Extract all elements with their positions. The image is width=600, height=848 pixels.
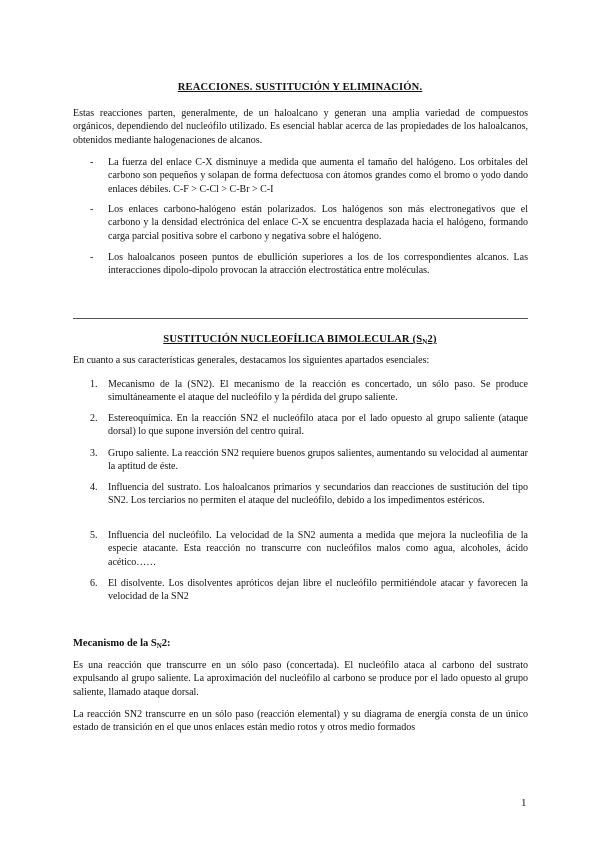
mechanism-heading (73, 638, 171, 649)
section-title-main: SUSTITUCIÓN NUCLEOFÍLICA BIMOLECULAR (S (163, 334, 423, 345)
section-title-end: 2) (427, 334, 437, 345)
section-title-sn2 (0, 334, 600, 345)
mechanism-paragraph-1: Es una reacción que transcurre en un sólo paso (concertada). El nucleófilo ataca al carbono del sustrato expulsando al grupo saliente. La aproximación del nucleófilo al carbono se produce por el lado opuesto al grupo saliente, llamado ataque dorsal. (73, 660, 528, 698)
list-number: 2. (90, 413, 98, 424)
list-number: 4. (90, 482, 98, 493)
list-item: El disolvente. Los disolventes apróticos dejan libre el nucleófilo permitiéndole atacar y favorecen la velocidad de la SN2 (108, 578, 528, 603)
bullet-item: La fuerza del enlace C-X disminuye a medida que aumenta el tamaño del halógeno. Los orbitales del carbono son pequeños y solapan de forma defectuosa con átomos grandes como el bromo o yodo dando enlaces débiles. C-F > C-Cl > C-Br > C-I (108, 157, 528, 195)
mechanism-heading-main: Mecanismo de la S (73, 638, 157, 649)
list-number: 5. (90, 530, 98, 541)
list-item: Mecanismo de la (SN2). El mecanismo de la reacción es concertado, un sólo paso. Se produce simultáneamente el ataque del nucleófilo y la pérdida del grupo saliente. (108, 379, 528, 404)
bullet-item: Los haloalcanos poseen puntos de ebullición superiores a los de los correspondientes alcanos. Las interacciones dipolo-dipolo provocan la atracción electrostática entre moléculas. (108, 252, 528, 277)
bullet-item: Los enlaces carbono-halógeno están polarizados. Los halógenos son más electronegativos que el carbono y la densidad electrónica del enlace C-X se encuentra desplazada hacia el halógeno, formando carga parcial positiva sobre el carbono y negativa sobre el halógeno. (108, 204, 528, 242)
intro-paragraph: Estas reacciones parten, generalmente, de un haloalcano y generan una amplia variedad de compuestos orgánicos, dependiendo del nucleófilo utilizado. Es esencial hablar acerca de las propiedades de los haloalcanos, obtenidos mediante halogenaciones de alcanos. (73, 108, 528, 146)
bullet-marker: - (90, 252, 94, 263)
list-item: Estereoquímica. En la reacción SN2 el nucleófilo ataca por el lado opuesto al grupo saliente (ataque dorsal) lo que supone inversión del centro quiral. (108, 413, 528, 438)
mechanism-heading-end: 2: (161, 638, 171, 649)
list-item: Influencia del nucleófilo. La velocidad de la SN2 aumenta a medida que mejora la nucleofilia de la especie atacante. Esta reacción no transcurre con nucleófilos malos como agua, alcoholes, ácido acético…… (108, 530, 528, 568)
list-item: Influencia del sustrato. Los haloalcanos primarios y secundarios dan reacciones de sustitución del tipo SN2. Los terciarios no permiten el ataque del nucleófilo, debido a los impedimentos estéricos. (108, 482, 528, 507)
list-number: 1. (90, 379, 98, 390)
list-number: 3. (90, 448, 98, 459)
page-number: 1 (521, 797, 527, 809)
list-item: Grupo saliente. La reacción SN2 requiere buenos grupos salientes, aumentando su velocidad al aumentar la aptitud de éste. (108, 448, 528, 473)
section-intro: En cuanto a sus características generales, destacamos los siguientes apartados esenciales: (73, 355, 430, 366)
bullet-marker: - (90, 204, 94, 215)
bullet-marker: - (90, 157, 94, 168)
mechanism-paragraph-2: La reacción SN2 transcurre en un sólo paso (reacción elemental) y su diagrama de energía consta de un único estado de transición en el que unos enlaces están medio rotos y otros medio formados (73, 709, 528, 734)
list-number: 6. (90, 578, 98, 589)
section-divider (73, 318, 528, 319)
section-title-subscript: N (422, 338, 428, 346)
page-title: REACCIONES. SUSTITUCIÓN Y ELIMINACIÓN. (177, 82, 423, 93)
mechanism-heading-subscript: N (156, 642, 162, 650)
